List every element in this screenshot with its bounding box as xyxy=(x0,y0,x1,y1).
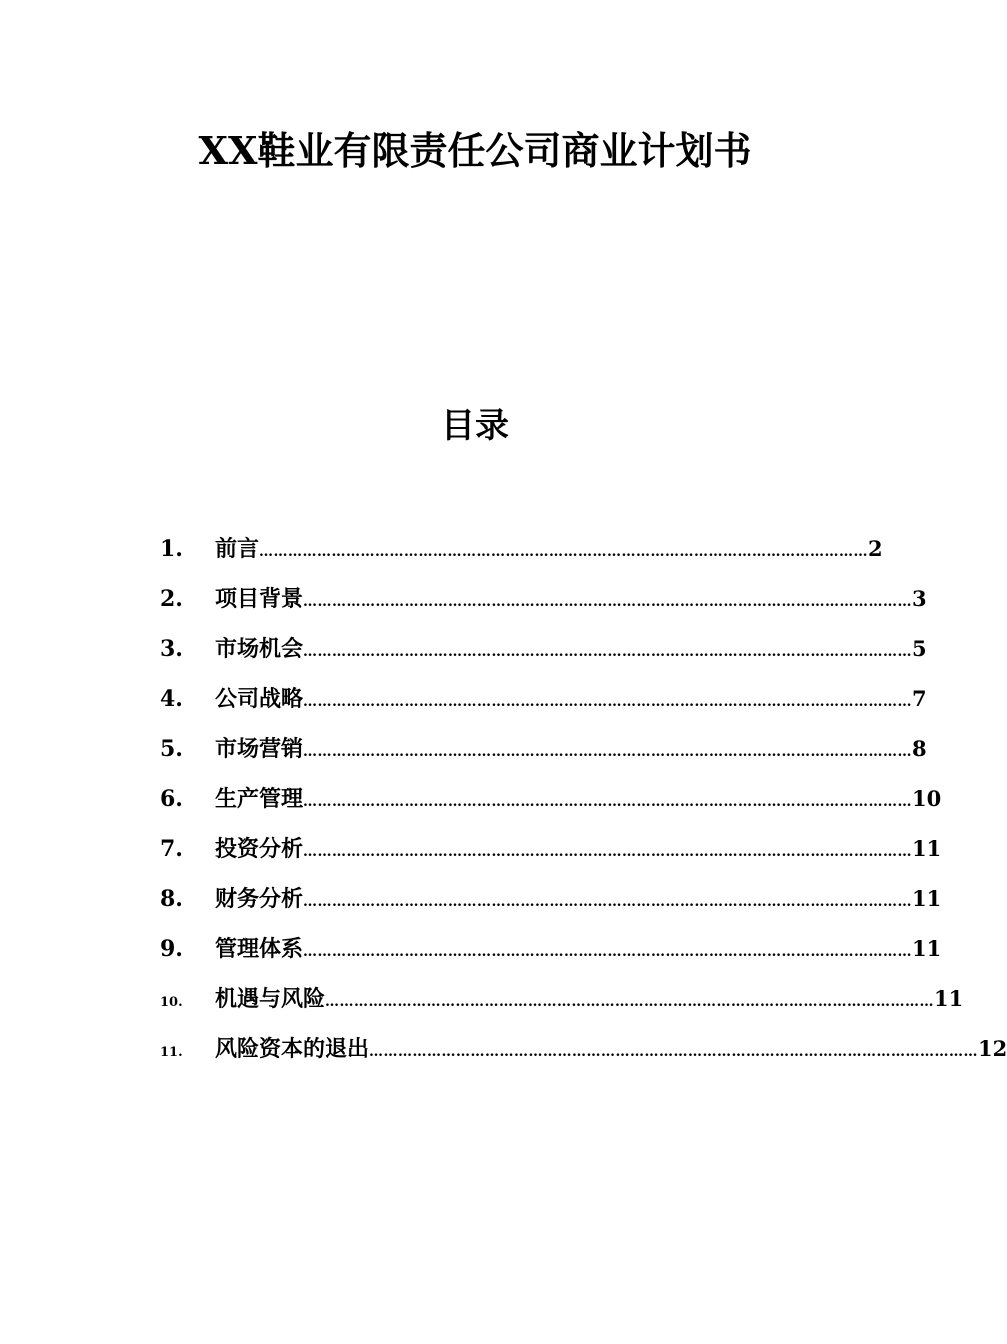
toc-item-8[interactable] xyxy=(160,883,942,933)
document-title: XX鞋业有限责任公司商业计划书 xyxy=(198,128,752,174)
toc-item-label: 财务分析 xyxy=(215,886,304,912)
toc-item-label: 公司战略 xyxy=(215,686,304,712)
toc-item-number: 9. xyxy=(160,936,183,962)
toc-item-page: 7 xyxy=(912,686,927,711)
toc-item-page: 8 xyxy=(912,736,927,761)
toc-leader-dots: ……………………………………………………………………………………………………………… xyxy=(303,594,913,610)
toc-leader-dots: ……………………………………………………………………………………………………………… xyxy=(303,894,913,910)
toc-item-number: 8. xyxy=(160,886,183,912)
toc-item-number: 3. xyxy=(160,636,183,662)
toc-leader-dots: ……………………………………………………………………………………………………………… xyxy=(325,994,935,1010)
toc-item-label: 风险资本的退出 xyxy=(215,1036,370,1062)
toc-leader-dots: ……………………………………………………………………………………………………………… xyxy=(369,1044,979,1060)
toc-item-2[interactable] xyxy=(160,583,927,633)
toc-item-label: 管理体系 xyxy=(215,936,304,962)
toc-item-11[interactable] xyxy=(160,1033,1007,1083)
toc-item-label: 机遇与风险 xyxy=(215,986,326,1012)
toc-item-number: 5. xyxy=(160,736,183,762)
toc-leader-dots: ……………………………………………………………………………………………………………… xyxy=(303,644,913,660)
toc-item-number: 7. xyxy=(160,836,183,862)
table-of-contents xyxy=(160,533,1007,1083)
toc-item-page: 11 xyxy=(912,836,942,861)
toc-heading: 目录 xyxy=(441,406,509,447)
toc-item-label: 市场营销 xyxy=(215,736,304,762)
toc-item-page: 3 xyxy=(912,586,927,611)
toc-item-page: 5 xyxy=(912,636,927,661)
toc-item-number: 11. xyxy=(160,1045,183,1060)
toc-item-1[interactable] xyxy=(160,533,883,583)
toc-item-label: 投资分析 xyxy=(215,836,304,862)
toc-item-label: 项目背景 xyxy=(215,586,304,612)
toc-leader-dots: ……………………………………………………………………………………………………………… xyxy=(303,744,913,760)
toc-item-page: 11 xyxy=(912,886,942,911)
toc-leader-dots: ……………………………………………………………………………………………………………… xyxy=(303,694,913,710)
toc-item-6[interactable] xyxy=(160,783,942,833)
toc-leader-dots: ……………………………………………………………………………………………………………… xyxy=(303,794,913,810)
toc-item-number: 6. xyxy=(160,786,183,812)
toc-item-page: 11 xyxy=(912,936,942,961)
toc-item-9[interactable] xyxy=(160,933,942,983)
toc-item-page: 10 xyxy=(912,786,942,811)
toc-item-label: 生产管理 xyxy=(215,786,304,812)
toc-item-7[interactable] xyxy=(160,833,942,883)
toc-item-number: 4. xyxy=(160,686,183,712)
toc-item-page: 12 xyxy=(978,1036,1007,1061)
toc-item-number: 1. xyxy=(160,536,183,562)
toc-leader-dots: ……………………………………………………………………………………………………………… xyxy=(303,844,913,860)
toc-item-label: 市场机会 xyxy=(215,636,304,662)
toc-item-10[interactable] xyxy=(160,983,964,1033)
toc-item-number: 2. xyxy=(160,586,183,612)
toc-item-4[interactable] xyxy=(160,683,927,733)
toc-item-label: 前言 xyxy=(215,536,260,562)
toc-leader-dots: ……………………………………………………………………………………………………………… xyxy=(259,544,869,560)
toc-item-number: 10. xyxy=(160,995,183,1010)
toc-leader-dots: ……………………………………………………………………………………………………………… xyxy=(303,944,913,960)
toc-item-5[interactable] xyxy=(160,733,927,783)
toc-item-page: 11 xyxy=(934,986,964,1011)
toc-item-3[interactable] xyxy=(160,633,927,683)
toc-item-page: 2 xyxy=(868,536,883,561)
